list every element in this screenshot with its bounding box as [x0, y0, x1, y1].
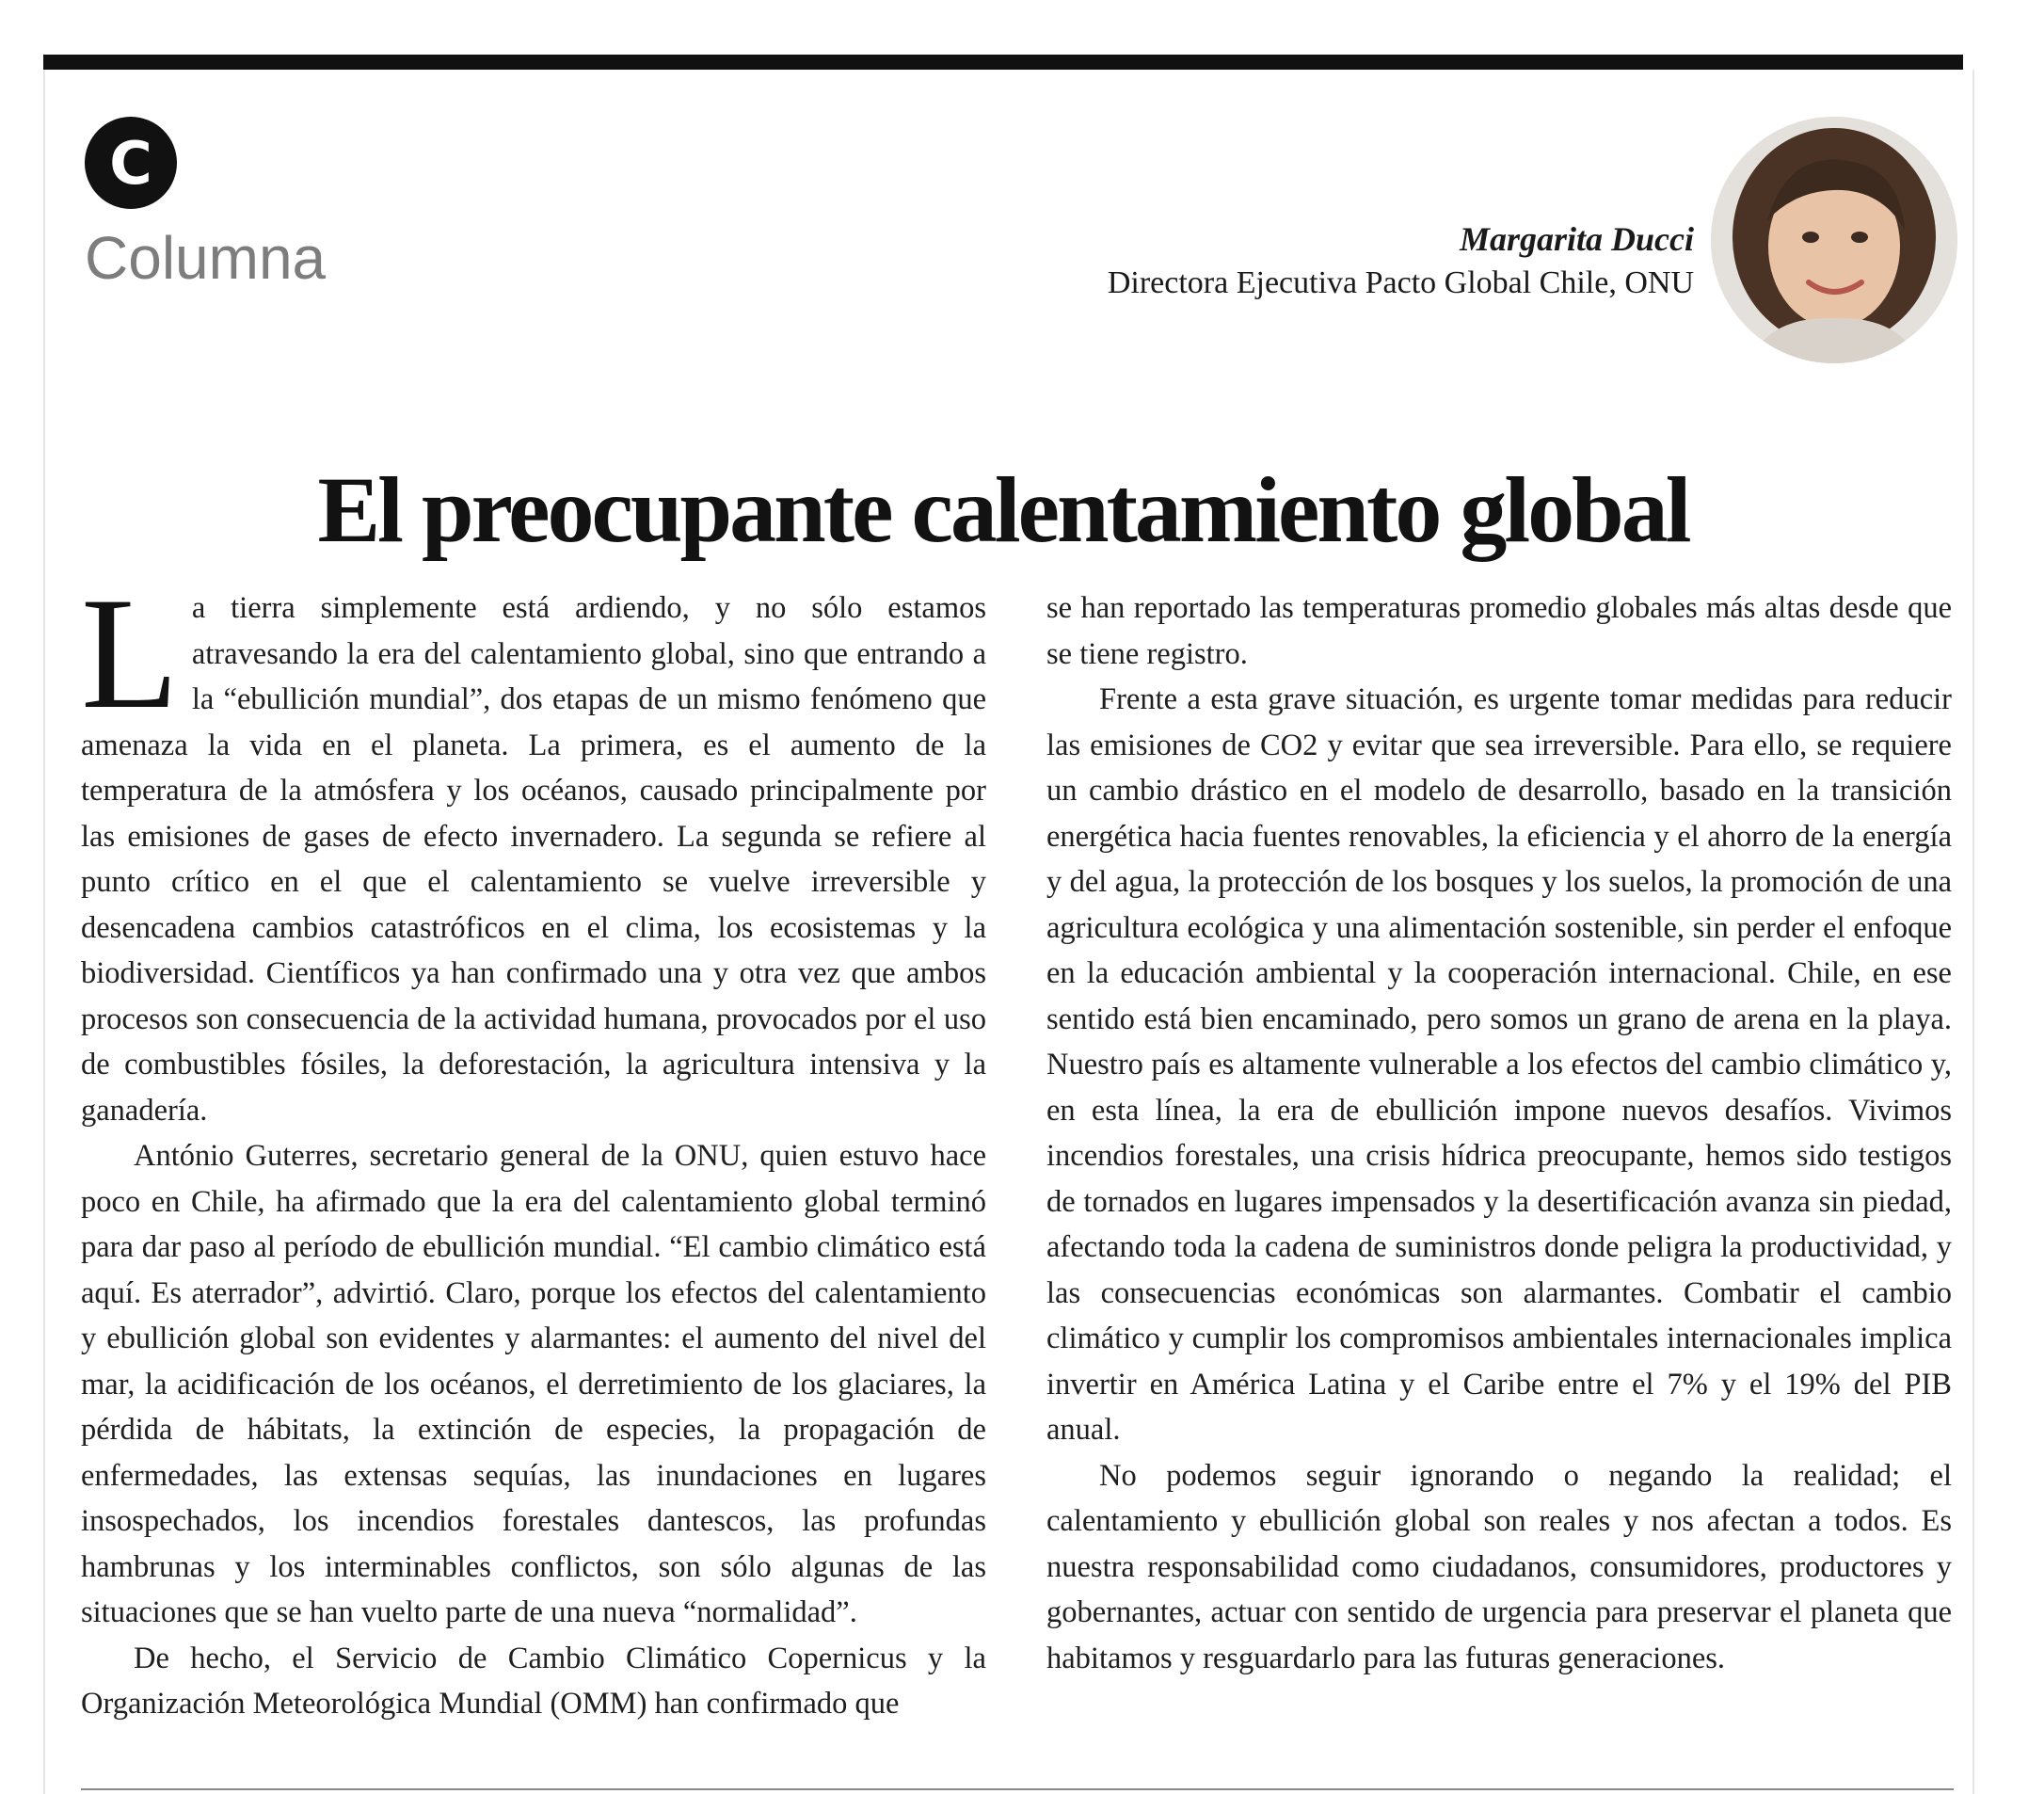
article-column-left — [81, 565, 986, 1727]
article-column-right — [1046, 585, 1952, 1681]
bottom-rule — [81, 1788, 1954, 1790]
author-role: Directora Ejecutiva Pacto Global Chile, ONU — [1107, 265, 1694, 300]
article-paragraph: António Guterres, secretario general de la ONU, quien estuvo hace poco en Chile, ha afirmado que la era del calentamiento global terminó para dar paso al período de ebullición mundial. “El cambio climático está aquí. Es aterrador”, advirtió. Claro, porque los efectos del calentamiento y ebullición global son evidentes y alarmantes: el aumento del nivel del mar, la acidificación de los océanos, el derretimiento de los glaciares, la pérdida de hábitats, la extinción de especies, la propagación de enfermedades, las extensas sequías, las inundaciones en lugares insospechados, los incendios forestales dantescos, las profundas hambrunas y los interminables conflictos, son sólo algunas de las situaciones que se han vuelto parte de una nueva “normalidad”. — [81, 1139, 986, 1629]
article-paragraph: No podemos seguir ignorando o negando la realidad; el calentamiento y ebullición global son reales y nos afectan a todos. Es nuestra responsabilidad como ciudadanos, consumidores, productores y gobernantes, actuar con sentido de urgencia para preservar el planeta que habitamos y resguardarlo para las futuras generaciones. — [1046, 1458, 1952, 1675]
paragraph-text: a tierra simplemente está ardiendo, y no sólo estamos atravesando la era del calentamiento global, sino que entrando a la “ebullición mundial”, dos etapas de un mismo fenómeno que amenaza la vida en el planeta. La primera, es el aumento de la temperatura de la atmósfera y los océanos, causado principalmente por las emisiones de gases de efecto invernadero. La segunda se refiere al punto crítico en el que el calentamiento se vuelve irreversible y desencadena cambios catastróficos en el clima, los ecosistemas y la biodiversidad. Científicos ya han confirmado una y otra vez que ambos procesos son consecuencia de la actividad humana, provocados por el uso de combustibles fósiles, la deforestación, la agricultura intensiva y la ganadería. — [81, 591, 986, 1128]
article-paragraph — [81, 565, 986, 1133]
author-portrait — [1711, 117, 1957, 363]
article-headline: El preocupante calentamiento global — [317, 457, 1689, 562]
page-right-edge — [1972, 70, 1974, 1794]
top-rule — [43, 55, 1963, 70]
author-byline — [1108, 218, 1694, 306]
drop-cap: L — [81, 565, 179, 742]
article-paragraph: se han reportado las temperaturas promedio globales más altas desde que se tiene registro. — [1046, 591, 1952, 671]
author-name: Margarita Ducci — [1459, 220, 1694, 258]
article-paragraph: Frente a esta grave situación, es urgente tomar medidas para reducir las emisiones de CO2 y evitar que sea irreversible. Para ello, se requiere un cambio drástico en el modelo de desarrollo, basado en la transición energética hacia fuentes renovables, la eficiencia y el ahorro de la energía y del agua, la protección de los bosques y los suelos, la promoción de una agricultura ecológica y una alimentación sostenible, sin perder el enfoque en la educación ambiental y la cooperación internacional. Chile, en ese sentido está bien encaminado, pero somos un grano de arena en la playa. Nuestro país es altamente vulnerable a los efectos del cambio climático y, en esta línea, la era de ebullición impone nuevos desafíos. Vivimos incendios forestales, una crisis hídrica preocupante, hemos sido testigos de tornados en lugares impensados y la desertificación avanza sin piedad, afectando toda la cadena de suministros donde peligra la productividad, y las consecuencias económicas son alarmantes. Combatir el cambio climático y cumplir los compromisos ambientales internacionales implica invertir en América Latina y el Caribe entre el 7% y el 19% del PIB anual. — [1046, 682, 1952, 1447]
author-portrait-image — [1711, 117, 1957, 363]
section-label: Columna — [85, 224, 327, 292]
page-left-edge — [43, 70, 45, 1794]
column-badge — [85, 117, 177, 209]
article-paragraph: De hecho, el Servicio de Cambio Climático Copernicus y la Organización Meteorológica Mundial (OMM) han confirmado que — [81, 1641, 986, 1721]
column-badge-letter: C — [109, 128, 152, 198]
